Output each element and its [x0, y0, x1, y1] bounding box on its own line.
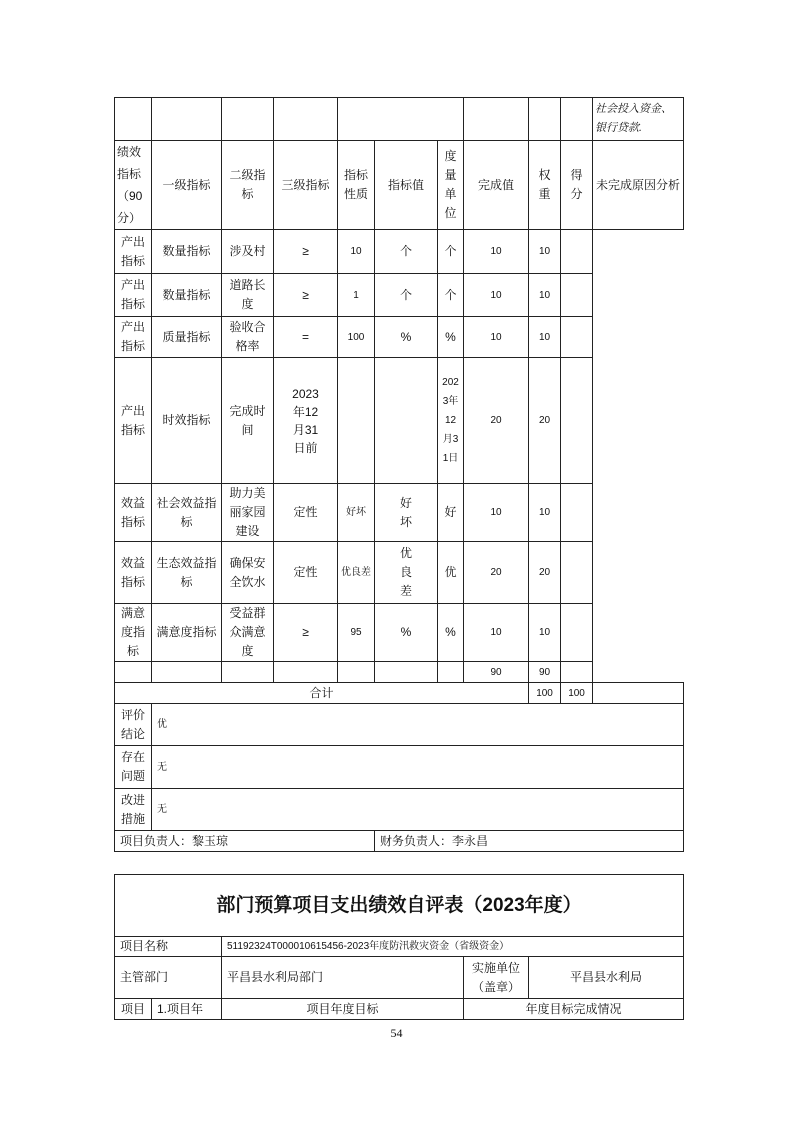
improvements-row — [115, 789, 684, 831]
cell-l3: 验收合格率 — [222, 317, 274, 358]
cell-score: 10 — [529, 604, 561, 662]
indicator-row — [115, 358, 684, 484]
header-score: 得分 — [561, 141, 593, 230]
cell-value: 95 — [338, 604, 375, 662]
cell-actual: 个 — [438, 230, 464, 274]
header-level1: 一级指标 — [152, 141, 222, 230]
header-level2: 二级指标 — [222, 141, 274, 230]
cell-l3: 涉及村 — [222, 230, 274, 274]
cell-l2: 满意度指标 — [152, 604, 222, 662]
cell-reason — [561, 230, 593, 274]
cell-unit: 个 — [375, 230, 438, 274]
header-reason: 未完成原因分析 — [593, 141, 684, 230]
cell-nature: 2023年12月31日前 — [274, 358, 338, 484]
total-row — [115, 683, 684, 704]
cell-weight: 20 — [464, 358, 529, 484]
cell-actual: 好 — [438, 484, 464, 542]
col-done: 年度目标完成情况 — [464, 999, 684, 1020]
indicator-row — [115, 230, 684, 274]
cell-actual: % — [438, 604, 464, 662]
indicator-row — [115, 484, 684, 542]
cell-unit: 优良差 — [375, 542, 438, 604]
cell-actual: 优 — [438, 542, 464, 604]
dept-label: 主管部门 — [115, 957, 222, 999]
col-goal: 项目年度目标 — [222, 999, 464, 1020]
cell-score: 20 — [529, 358, 561, 484]
header-weight: 权重 — [529, 141, 561, 230]
cell-unit: 个 — [375, 274, 438, 317]
cell-unit: % — [375, 604, 438, 662]
problems-row — [115, 746, 684, 789]
cell-value: 100 — [338, 317, 375, 358]
page-content — [114, 97, 683, 1020]
cell-nature: ≥ — [274, 604, 338, 662]
cell-l2: 质量指标 — [152, 317, 222, 358]
subtotal-weight: 90 — [464, 662, 529, 683]
cell-nature: 定性 — [274, 542, 338, 604]
cell-l2: 数量指标 — [152, 274, 222, 317]
cell-l2: 时效指标 — [152, 358, 222, 484]
cell-nature: ≥ — [274, 274, 338, 317]
top-note: 社会投入资金、银行贷款. — [593, 98, 684, 141]
header-actual: 完成值 — [464, 141, 529, 230]
project-name-label: 项目名称 — [115, 937, 222, 957]
page-number: 54 — [390, 1026, 403, 1040]
cell-unit — [375, 358, 438, 484]
finance-lead: 财务负责人：李永昌 — [375, 831, 684, 852]
cell-l1: 效益指标 — [115, 542, 152, 604]
header-unit: 度量单位 — [438, 141, 464, 230]
subtotal-row — [115, 662, 684, 683]
cell-weight: 10 — [464, 274, 529, 317]
project-name: 51192324T000010615456-2023年度防汛救灾资金（省级资金） — [222, 937, 684, 957]
cell-l2: 数量指标 — [152, 230, 222, 274]
cell-value: 1 — [338, 274, 375, 317]
cell-actual: % — [438, 317, 464, 358]
cell-reason — [561, 358, 593, 484]
cell-nature: = — [274, 317, 338, 358]
cell-score: 20 — [529, 542, 561, 604]
cell-weight: 10 — [464, 484, 529, 542]
cell-value: 10 — [338, 230, 375, 274]
cell-weight: 10 — [464, 317, 529, 358]
cell-l3: 助力美丽家园建设 — [222, 484, 274, 542]
col-year: 1.项目年 — [152, 999, 222, 1020]
indicator-row — [115, 274, 684, 317]
signature-row — [115, 831, 684, 852]
cell-l2: 社会效益指标 — [152, 484, 222, 542]
cell-nature: 定性 — [274, 484, 338, 542]
header-level3: 三级指标 — [274, 141, 338, 230]
project-lead: 项目负责人：黎玉琼 — [115, 831, 375, 852]
total-weight: 100 — [529, 683, 561, 704]
impl: 平昌县水利局 — [529, 957, 684, 999]
cell-reason — [561, 542, 593, 604]
cell-reason — [561, 484, 593, 542]
cell-l1: 满意度指标 — [115, 604, 152, 662]
improvements-label: 改进措施 — [115, 789, 152, 831]
cell-l3: 受益群众满意度 — [222, 604, 274, 662]
cell-l1: 产出指标 — [115, 317, 152, 358]
subtotal-score: 90 — [529, 662, 561, 683]
cell-weight: 20 — [464, 542, 529, 604]
total-label: 合计 — [115, 683, 529, 704]
cell-l1: 效益指标 — [115, 484, 152, 542]
self-evaluation-form — [114, 874, 684, 1020]
cell-nature: ≥ — [274, 230, 338, 274]
cell-value: 好坏 — [338, 484, 375, 542]
cell-l1: 产出指标 — [115, 230, 152, 274]
dept: 平昌县水利局部门 — [222, 957, 464, 999]
header-nature: 指标性质 — [338, 141, 375, 230]
cell-score: 10 — [529, 274, 561, 317]
evaluation-value: 优 — [152, 704, 684, 746]
cell-reason — [561, 604, 593, 662]
top-continuation-row — [115, 98, 684, 141]
total-score: 100 — [561, 683, 593, 704]
indicator-row — [115, 604, 684, 662]
cell-weight: 10 — [464, 604, 529, 662]
impl-label: 实施单位（盖章） — [464, 957, 529, 999]
cell-l3: 完成时间 — [222, 358, 274, 484]
cell-value: 优良差 — [338, 542, 375, 604]
problems-label: 存在问题 — [115, 746, 152, 789]
cell-unit: % — [375, 317, 438, 358]
group-label: 绩效指标（90分） — [115, 141, 152, 230]
cell-value — [338, 358, 375, 484]
cell-actual: 个 — [438, 274, 464, 317]
cell-unit: 好坏 — [375, 484, 438, 542]
cell-l2: 生态效益指标 — [152, 542, 222, 604]
cell-reason — [561, 317, 593, 358]
col-project: 项目 — [115, 999, 152, 1020]
problems-value: 无 — [152, 746, 684, 789]
cell-weight: 10 — [464, 230, 529, 274]
evaluation-label: 评价结论 — [115, 704, 152, 746]
form-title: 部门预算项目支出绩效自评表（2023年度） — [115, 875, 684, 937]
performance-indicator-table — [114, 97, 684, 852]
improvements-value: 无 — [152, 789, 684, 831]
indicator-row — [115, 542, 684, 604]
cell-score: 10 — [529, 317, 561, 358]
header-row — [115, 141, 684, 230]
cell-score: 10 — [529, 230, 561, 274]
cell-l1: 产出指标 — [115, 358, 152, 484]
indicator-row — [115, 317, 684, 358]
cell-reason — [561, 274, 593, 317]
cell-l3: 道路长度 — [222, 274, 274, 317]
cell-l3: 确保安全饮水 — [222, 542, 274, 604]
cell-score: 10 — [529, 484, 561, 542]
evaluation-row — [115, 704, 684, 746]
cell-l1: 产出指标 — [115, 274, 152, 317]
cell-actual: 2023年12月31日 — [438, 358, 464, 484]
header-target-value: 指标值 — [375, 141, 438, 230]
